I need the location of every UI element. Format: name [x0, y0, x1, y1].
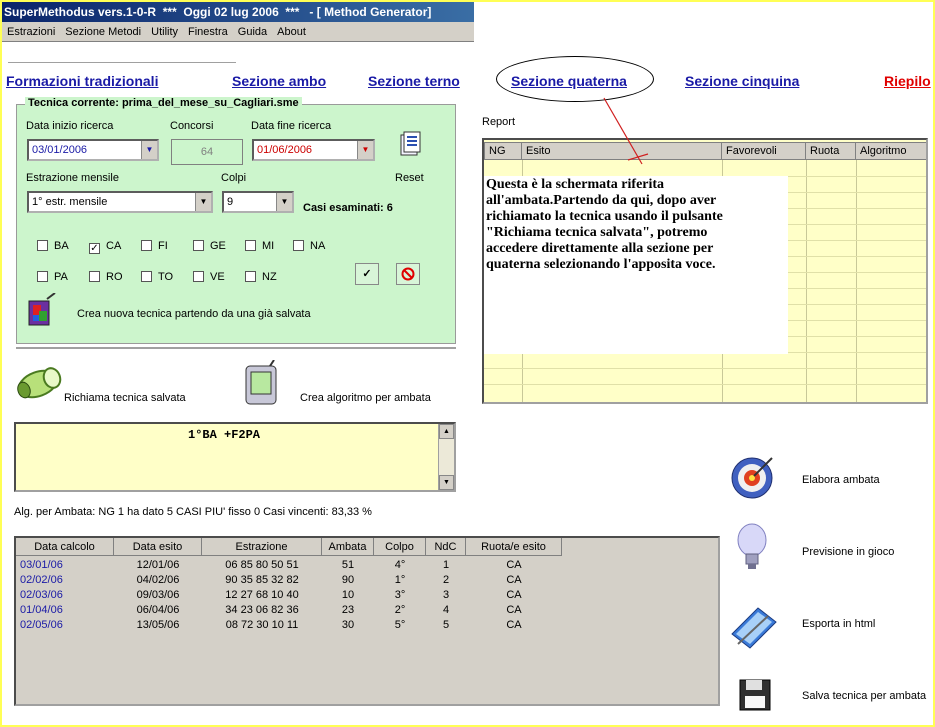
checkbox-pa[interactable]: PA — [37, 271, 68, 283]
previsione-label[interactable]: Previsione in gioco — [802, 546, 895, 558]
col-favorevoli[interactable]: Favorevoli — [722, 142, 806, 160]
col-ruota-esito[interactable]: Ruota/e esito — [466, 538, 562, 556]
reset-label: Reset — [395, 172, 424, 184]
col-algoritmo[interactable]: Algoritmo — [856, 142, 928, 160]
menu-guida[interactable]: Guida — [237, 26, 268, 38]
col-ndc[interactable]: NdC — [426, 538, 466, 556]
algoritmo-scrollbar[interactable] — [438, 424, 454, 490]
report-header — [484, 142, 928, 160]
table-row[interactable]: 03/01/06 12/01/06 06 85 80 50 51 51 4° 1 CA — [20, 559, 522, 571]
annotation-note: Questa è la schermata riferita all'ambata.Partendo da qui, dopo aver richiamato la tecnica usando il pulsante "Richiama tecnica salvata", potremo accedere direttamente alla sezione per quaterna selezionando l'apposita voce. — [484, 176, 788, 354]
richiama-tecnica-icon[interactable] — [12, 362, 64, 402]
table-row[interactable]: 02/03/06 09/03/06 12 27 68 10 40 10 3° 3 CA — [20, 589, 522, 601]
checkbox-ba[interactable]: BA — [37, 240, 69, 252]
crea-algoritmo-icon[interactable] — [242, 360, 282, 408]
data-fine-picker[interactable] — [252, 139, 375, 161]
report-label: Report — [482, 116, 516, 128]
estrazione-select[interactable] — [27, 191, 213, 213]
menu-about[interactable]: About — [277, 26, 306, 38]
checkbox-mi[interactable]: MI — [245, 240, 274, 252]
results-grid[interactable] — [14, 536, 720, 706]
elabora-ambata-icon[interactable] — [730, 452, 778, 500]
tecnica-panel — [16, 97, 456, 344]
crea-algoritmo-label[interactable]: Crea algoritmo per ambata — [300, 392, 431, 404]
chevron-down-icon[interactable]: ▼ — [276, 193, 292, 211]
checkbox-ro[interactable]: RO — [89, 271, 123, 283]
divider — [8, 62, 236, 63]
checkbox-to[interactable]: TO — [141, 271, 173, 283]
esporta-html-label[interactable]: Esporta in html — [802, 618, 876, 630]
nav-formazioni-tradizionali[interactable]: Formazioni tradizionali — [6, 73, 159, 89]
menu-utility[interactable]: Utility — [151, 26, 179, 38]
crea-nuova-tecnica-icon[interactable] — [25, 293, 59, 329]
crea-nuova-tecnica-label: Crea nuova tecnica partendo da una già salvata — [77, 308, 311, 320]
chevron-down-icon[interactable]: ▼ — [357, 141, 373, 159]
data-fine-value: 01/06/2006 — [257, 144, 313, 156]
nav-sezione-ambo[interactable]: Sezione ambo — [232, 73, 327, 89]
table-row[interactable]: 02/05/06 13/05/06 08 72 30 10 11 30 5° 5 CA — [20, 619, 522, 631]
algoritmo-textarea[interactable] — [14, 422, 456, 492]
col-colpo[interactable]: Colpo — [374, 538, 426, 556]
col-esito[interactable]: Esito — [522, 142, 722, 160]
table-row[interactable]: 01/04/06 06/04/06 34 23 06 82 36 23 2° 4 CA — [20, 604, 522, 616]
menu-estrazioni[interactable]: Estrazioni — [7, 26, 56, 38]
estrazione-value: 1° estr. mensile — [32, 196, 108, 208]
col-ruota[interactable]: Ruota — [806, 142, 856, 160]
checkbox-ca[interactable]: ✓ CA — [90, 240, 122, 254]
lightbulb-icon[interactable] — [732, 522, 772, 574]
reset-icon[interactable] — [399, 131, 423, 159]
algoritmo-text: 1°BA +F2PA — [188, 428, 261, 442]
scroll-down-icon[interactable]: ▼ — [439, 475, 454, 490]
chevron-down-icon[interactable]: ▼ — [195, 193, 211, 211]
concorsi-value: 64 — [171, 139, 243, 165]
concorsi-label: Concorsi — [170, 120, 214, 132]
checkbox-fi[interactable]: FI — [141, 240, 168, 252]
colpi-value: 9 — [227, 196, 234, 208]
scroll-up-icon[interactable]: ▲ — [439, 424, 454, 439]
col-estrazione[interactable]: Estrazione — [202, 538, 322, 556]
algoritmo-status: Alg. per Ambata: NG 1 ha dato 5 CASI PIU' fisso 0 Casi vincenti: 83,33 % — [14, 506, 372, 518]
estrazione-label: Estrazione mensile — [26, 172, 119, 184]
casi-esaminati: Casi esaminati: 6 — [303, 202, 393, 214]
col-data-esito[interactable]: Data esito — [114, 538, 202, 556]
salva-tecnica-label[interactable]: Salva tecnica per ambata — [802, 690, 927, 702]
prohibited-icon — [401, 267, 415, 281]
data-inizio-value: 03/01/2006 — [32, 144, 88, 156]
nav-sezione-terno[interactable]: Sezione terno — [368, 73, 460, 89]
colpi-select[interactable] — [222, 191, 294, 213]
esporta-html-icon[interactable] — [728, 604, 780, 652]
col-data-calcolo[interactable]: Data calcolo — [16, 538, 114, 556]
results-header — [16, 538, 562, 556]
menu-finestra[interactable]: Finestra — [188, 26, 228, 38]
col-ng[interactable]: NG — [484, 142, 522, 160]
table-row[interactable]: 02/02/06 04/02/06 90 35 85 32 82 90 1° 2 CA — [20, 574, 522, 586]
select-all-button[interactable]: ✓ — [355, 263, 379, 285]
annotation-arrow — [590, 96, 650, 168]
data-fine-label: Data fine ricerca — [251, 120, 332, 132]
floppy-disk-icon[interactable] — [738, 678, 772, 712]
checkbox-ve[interactable]: VE — [193, 271, 225, 283]
menu-sezione-metodi[interactable]: Sezione Metodi — [65, 26, 142, 38]
nav-sezione-cinquina[interactable]: Sezione cinquina — [685, 73, 800, 89]
data-inizio-picker[interactable] — [27, 139, 159, 161]
divider — [16, 347, 456, 349]
nav-sezione-quaterna[interactable]: Sezione quaterna — [511, 73, 627, 89]
chevron-down-icon[interactable]: ▼ — [141, 141, 157, 159]
tecnica-legend: Tecnica corrente: prima_del_mese_su_Cagliari.sme — [25, 97, 302, 109]
clear-all-button[interactable] — [396, 263, 420, 285]
elabora-ambata-label[interactable]: Elabora ambata — [802, 474, 880, 486]
richiama-tecnica-label[interactable]: Richiama tecnica salvata — [64, 392, 186, 404]
checkbox-ge[interactable]: GE — [193, 240, 226, 252]
check-icon: ✓ — [90, 243, 99, 254]
window-title: SuperMethodus vers.1-0-R *** Oggi 02 lug 2006 *** - [ Method Generator] — [2, 2, 474, 22]
data-inizio-label: Data inizio ricerca — [26, 120, 114, 132]
menu-bar — [2, 22, 474, 42]
checkbox-na[interactable]: NA — [293, 240, 325, 252]
colpi-label: Colpi — [221, 172, 247, 184]
checkbox-nz[interactable]: NZ — [245, 271, 277, 283]
col-ambata[interactable]: Ambata — [322, 538, 374, 556]
nav-riepilogo[interactable]: Riepilo — [884, 73, 931, 89]
